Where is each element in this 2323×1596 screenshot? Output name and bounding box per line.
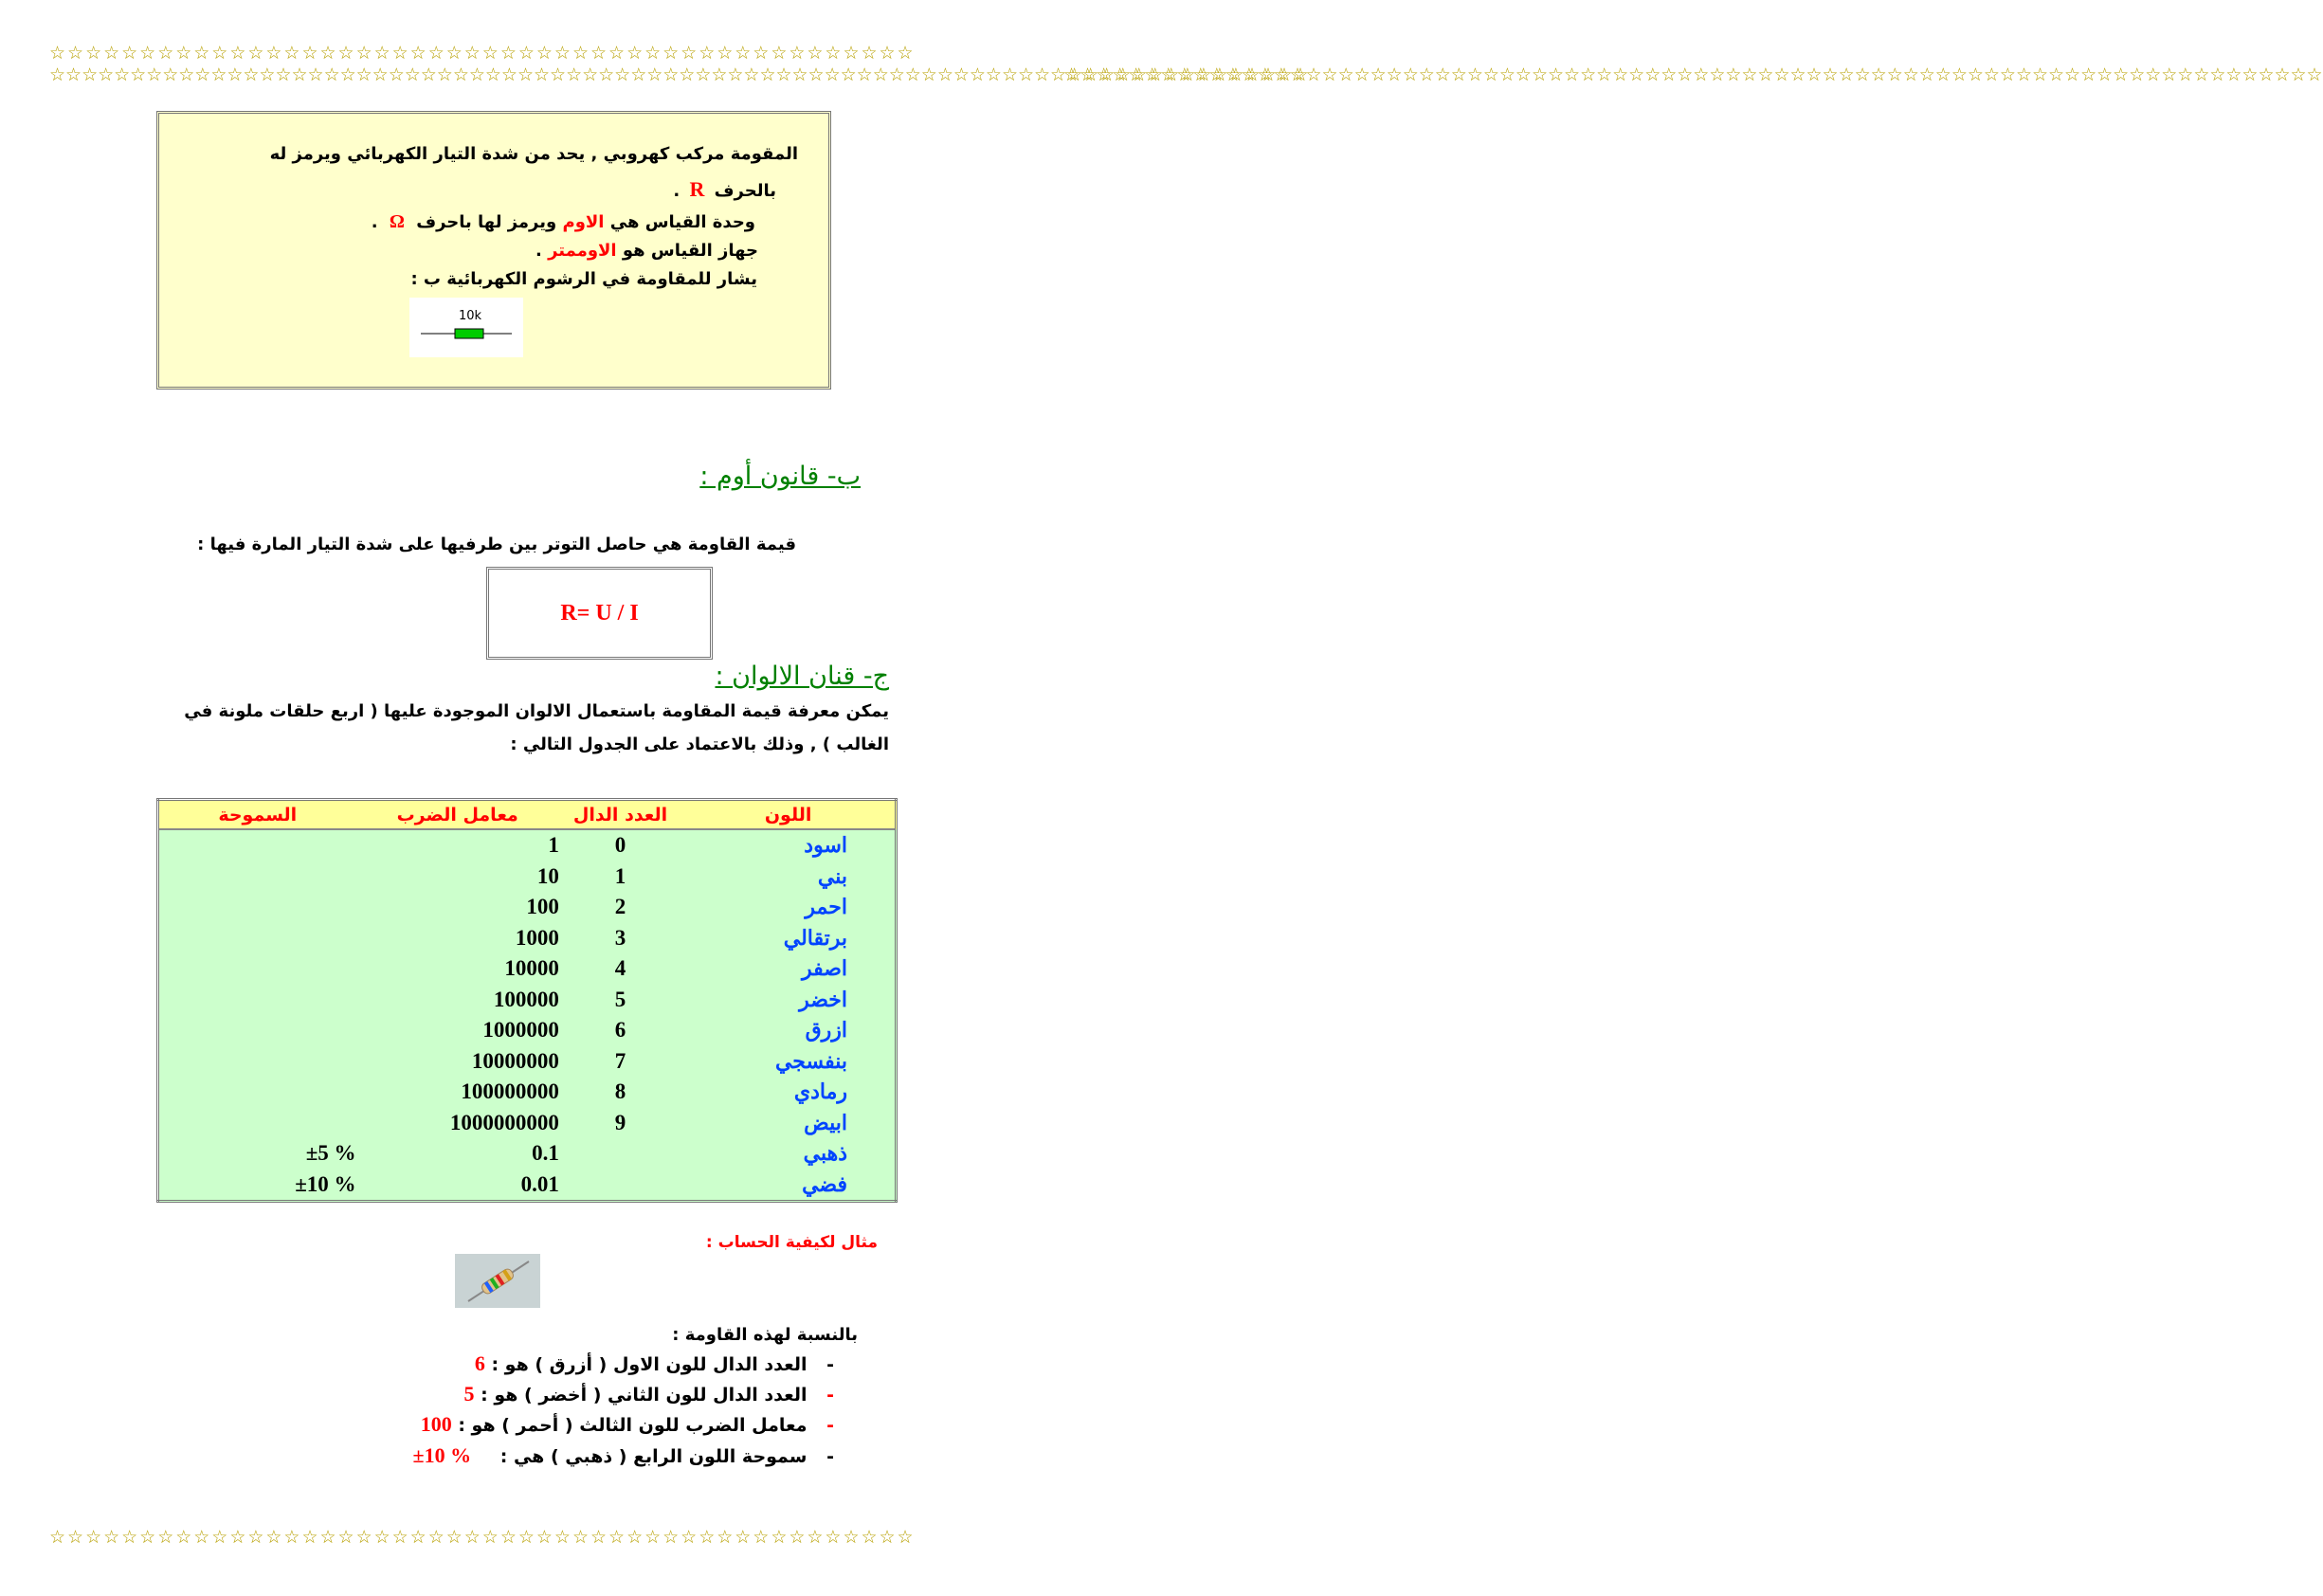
color-banded-resistor-icon (455, 1254, 540, 1308)
tolerance-cell (158, 1108, 356, 1139)
definition-line-1: المقومة مركب كهروبي , يحد من شدة التيار الكهربائي ويرمز له (269, 144, 798, 164)
digit-cell (559, 1170, 681, 1202)
tolerance-cell (158, 1015, 356, 1046)
color-name-cell: اخضر (681, 985, 896, 1016)
symbol-r: R (689, 177, 705, 201)
example-item-2 (417, 1382, 834, 1406)
resistor-photo (455, 1254, 540, 1308)
multiplier-cell: 1000 (356, 923, 559, 954)
resistor-symbol-icon (409, 298, 523, 357)
table-row (158, 829, 897, 861)
multiplier-cell: 100 (356, 892, 559, 923)
color-name-cell: اصفر (681, 953, 896, 985)
digit-cell: 5 (559, 985, 681, 1016)
ohm-law-heading: ب- قانون أوم : (699, 462, 861, 491)
multiplier-cell: 10 (356, 861, 559, 893)
multiplier-cell: 100000 (356, 985, 559, 1016)
letter-text: بالحرف (714, 181, 776, 201)
multiplier-cell: 1 (356, 829, 559, 861)
star-border-bottom: ☆☆☆☆☆☆☆☆☆☆☆☆☆☆☆☆☆☆☆☆☆☆☆☆☆☆☆☆☆☆☆☆☆☆☆☆☆☆☆☆☆☆☆☆☆☆☆☆ (49, 1527, 916, 1548)
example-item-4 (341, 1443, 834, 1468)
line-end: . (673, 181, 681, 201)
multiplier-cell: 10000 (356, 953, 559, 985)
tolerance-cell (158, 829, 356, 861)
header-digit: العدد الدال (559, 800, 681, 830)
example-item-3 (360, 1412, 834, 1437)
resistor-value-label: 10k (459, 309, 482, 323)
line-end: . (371, 212, 378, 232)
example-item-1 (436, 1351, 834, 1376)
color-name-cell: فضي (681, 1170, 896, 1202)
star-border-top: ☆☆☆☆☆☆☆☆☆☆☆☆☆☆☆☆☆☆☆☆☆☆☆☆☆☆☆☆☆☆☆☆☆☆☆☆☆☆☆☆☆☆☆☆☆☆☆☆ (49, 43, 916, 63)
color-name-cell: ازرق (681, 1015, 896, 1046)
item-dash: - (826, 1415, 834, 1436)
digit-cell: 6 (559, 1015, 681, 1046)
multiplier-cell: 0.1 (356, 1138, 559, 1170)
color-name-cell: بنفسجي (681, 1046, 896, 1078)
digit-cell: 9 (559, 1108, 681, 1139)
unit-name: الاوم (562, 212, 605, 232)
multiplier-cell: 1000000000 (356, 1108, 559, 1139)
tolerance-cell (158, 953, 356, 985)
color-code-heading: ج- قنان الالوان : (715, 662, 889, 691)
table-row (158, 1170, 897, 1202)
multiplier-cell: 100000000 (356, 1077, 559, 1108)
unit-text-b: ويرمز لها باحرف (416, 212, 557, 232)
color-code-intro-2: الغالب ) , وذلك بالاعتماد على الجدول التالي : (510, 735, 889, 754)
item-text: العدد الدال للون الاول ( أزرق ) هو : (491, 1354, 808, 1375)
example-intro: بالنسبة لهذه القاومة : (672, 1325, 858, 1345)
definition-line-5: يشار للمقاومة في الرشوم الكهربائية ب : (410, 269, 757, 289)
digit-cell: 7 (559, 1046, 681, 1078)
item-dash: - (826, 1446, 834, 1467)
color-name-cell: ابيض (681, 1108, 896, 1139)
star-border-right: ☆☆☆☆☆☆☆☆☆☆☆☆☆☆☆☆☆☆☆☆☆☆☆☆☆☆☆☆☆☆☆☆☆☆☆☆☆☆☆☆☆☆☆☆☆☆☆☆☆☆☆☆☆☆☆☆☆☆☆☆☆☆☆☆☆☆☆☆☆☆☆☆☆☆☆☆☆☆ (1063, 64, 2323, 85)
item-dash: - (826, 1354, 834, 1375)
digit-cell: 0 (559, 829, 681, 861)
table-row (158, 1108, 897, 1139)
table-row (158, 861, 897, 893)
device-name: الاوممتر (548, 241, 617, 261)
resistor-symbol-image (409, 298, 523, 357)
item-dash: - (826, 1385, 834, 1406)
item-text: معامل الضرب للون الثالث ( أحمر ) هو : (458, 1415, 808, 1436)
tolerance-cell (158, 861, 356, 893)
table-header-row (158, 800, 897, 830)
digit-cell: 4 (559, 953, 681, 985)
tolerance-cell (158, 1077, 356, 1108)
table-row (158, 1015, 897, 1046)
ohm-formula-box (486, 567, 713, 660)
color-code-table (156, 798, 898, 1203)
item-value: 5 (463, 1382, 475, 1406)
digit-cell: 3 (559, 923, 681, 954)
item-value: 6 (474, 1351, 485, 1375)
table-row (158, 1046, 897, 1078)
tolerance-cell (158, 923, 356, 954)
item-text: العدد الدال للون الثاني ( أخضر ) هو : (481, 1385, 808, 1406)
digit-cell (559, 1138, 681, 1170)
star-border-left: ☆☆☆☆☆☆☆☆☆☆☆☆☆☆☆☆☆☆☆☆☆☆☆☆☆☆☆☆☆☆☆☆☆☆☆☆☆☆☆☆☆☆☆☆☆☆☆☆☆☆☆☆☆☆☆☆☆☆☆☆☆☆☆☆☆☆☆☆☆☆☆☆☆☆☆☆☆☆ (49, 64, 1309, 85)
digit-cell: 2 (559, 892, 681, 923)
ohm-formula: R= U / I (560, 600, 639, 626)
color-name-cell: ذهبي (681, 1138, 896, 1170)
example-heading: مثال لكيفية الحساب : (705, 1233, 878, 1252)
color-name-cell: اسود (681, 829, 896, 861)
multiplier-cell: 0.01 (356, 1170, 559, 1202)
tolerance-cell (158, 1046, 356, 1078)
color-name-cell: رمادي (681, 1077, 896, 1108)
definition-line-3 (372, 211, 755, 233)
item-value: 100 (420, 1412, 452, 1436)
table-row (158, 892, 897, 923)
multiplier-cell: 10000000 (356, 1046, 559, 1078)
color-name-cell: برتقالي (681, 923, 896, 954)
omega-symbol: Ω (389, 211, 405, 232)
table-row (158, 1077, 897, 1108)
color-name-cell: احمر (681, 892, 896, 923)
ohm-law-text: قيمة القاومة هي حاصل التوتر بين طرفيها على شدة التيار المارة فيها : (197, 535, 796, 554)
line-end: . (535, 241, 542, 261)
color-name-cell: بني (681, 861, 896, 893)
tolerance-cell: ±5 % (158, 1138, 356, 1170)
table-row (158, 923, 897, 954)
header-tolerance: السموحة (158, 800, 356, 830)
table-row (158, 1138, 897, 1170)
digit-cell: 1 (559, 861, 681, 893)
digit-cell: 8 (559, 1077, 681, 1108)
definition-box (156, 111, 831, 390)
definition-line-4 (535, 241, 758, 261)
header-color: اللون (681, 800, 896, 830)
tolerance-cell: ±10 % (158, 1170, 356, 1202)
unit-text-a: وحدة القياس هي (609, 212, 755, 232)
device-text: جهاز القياس هو (622, 241, 758, 261)
tolerance-cell (158, 985, 356, 1016)
tolerance-cell (158, 892, 356, 923)
item-value: ±10 % (412, 1443, 472, 1467)
table-row (158, 953, 897, 985)
item-text: سموحة اللون الرابع ( ذهبي ) هي : (499, 1446, 808, 1467)
header-multiplier: معامل الضرب (356, 800, 559, 830)
definition-line-2 (673, 177, 776, 202)
table-row (158, 985, 897, 1016)
multiplier-cell: 1000000 (356, 1015, 559, 1046)
color-code-intro-1: يمكن معرفة قيمة المقاومة باستعمال الالوان الموجودة عليها ( اربع حلقات ملونة في (184, 701, 889, 721)
